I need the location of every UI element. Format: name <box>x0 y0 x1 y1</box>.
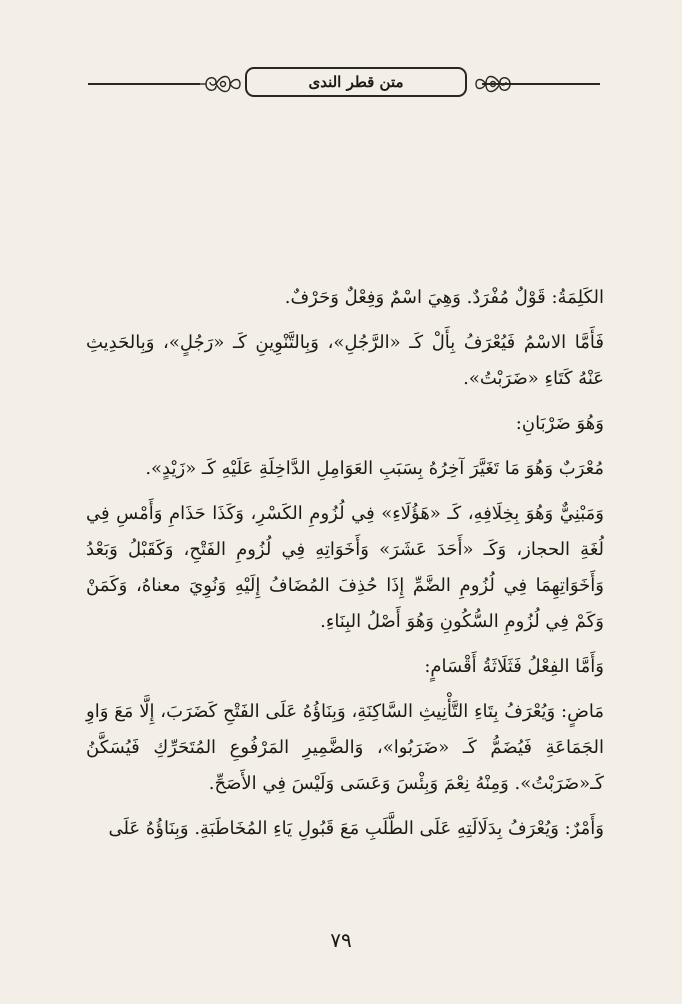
running-header <box>88 64 600 104</box>
paragraph: الكَلِمَةُ: قَوْلٌ مُفْرَدٌ. وَهِيَ اسْمٌ وَفِعْلٌ وَحَرْفٌ. <box>284 287 604 308</box>
header-title-box <box>245 67 467 97</box>
paragraph: وَمَبْنِيٌّ وَهُوَ بِخِلَافِهِ، كَـ «هَؤُلَاءِ» فِي لُزُومِ الكَسْرِ، وَكَذَا حَذَامِ وَأَمْسِ فِي لُغَةِ الحجاز، وَكَـ «أَحَدَ عَشَرَ» وَأَخَوَاتِهِ فِي لُزُومِ الفَتْحِ، وَكَقَبْلُ وَبَعْدُ وَأَخَوَاتِهِمَا فِي لُزُومِ الضَّمِّ إِذَا حُذِفَ المُضَافُ إِلَيْهِ وَنُوِيَ معناهُ، وَكَمَنْ وَكَمْ فِي لُزُومِ السُّكُونِ وَهُوَ أَصْلُ البِنَاءِ. <box>86 503 604 632</box>
header-title: متن قطر الندى <box>308 73 404 91</box>
header-rule-right <box>482 83 600 85</box>
paragraph: مَاضٍ: وَيُعْرَفُ بِتَاءِ التَّأْنِيثِ السَّاكِنَةِ، وَبِنَاؤُهُ عَلَى الفَتْحِ كَضَرَبَ، إِلَّا مَعَ وَاوِ الجَمَاعَةِ فَيُضَمُّ كَـ «ضَرَبُوا»، وَالضَّمِيرِ المَرْفُوعِ المُتَحَرِّكِ فَيُسَكَّنُ كَـ«ضَرَبْتُ». وَمِنْهُ نِعْمَ وَبِئْسَ وَعَسَى وَلَيْسَ فِي الأَصَحِّ. <box>86 701 604 794</box>
paragraph: وَهُوَ ضَرْبَانِ: <box>515 413 604 434</box>
page-number: ٧٩ <box>330 928 352 952</box>
paragraph: وَأَمَّا الفِعْلُ فَثَلَاثَةُ أَقْسَامٍ: <box>424 656 604 677</box>
ornament-icon <box>196 70 244 98</box>
body-text <box>86 280 604 856</box>
header-rule-left <box>88 83 200 85</box>
paragraph: وَأَمْرٌ: وَيُعْرَفُ بِدَلَالَتِهِ عَلَى الطَّلَبِ مَعَ قَبُولِ يَاءِ المُخَاطَبَةِ. وَبِنَاؤُهُ عَلَى <box>108 818 604 839</box>
paragraph: مُعْرَبٌ وَهُوَ مَا تَغَيَّرَ آخِرُهُ بِسَبَبِ العَوَامِلِ الدَّاخِلَةِ عَلَيْهِ كَـ «زَيْدٍ». <box>145 458 604 479</box>
paragraph: فَأَمَّا الاسْمُ فَيُعْرَفُ بِأَلْ كَـ «الرَّجُلِ»، وَبِالتَّنْوِينِ كَـ «رَجُلٍ»، وَبِالحَدِيثِ عَنْهُ كَتَاءِ «ضَرَبْتُ». <box>86 332 604 389</box>
